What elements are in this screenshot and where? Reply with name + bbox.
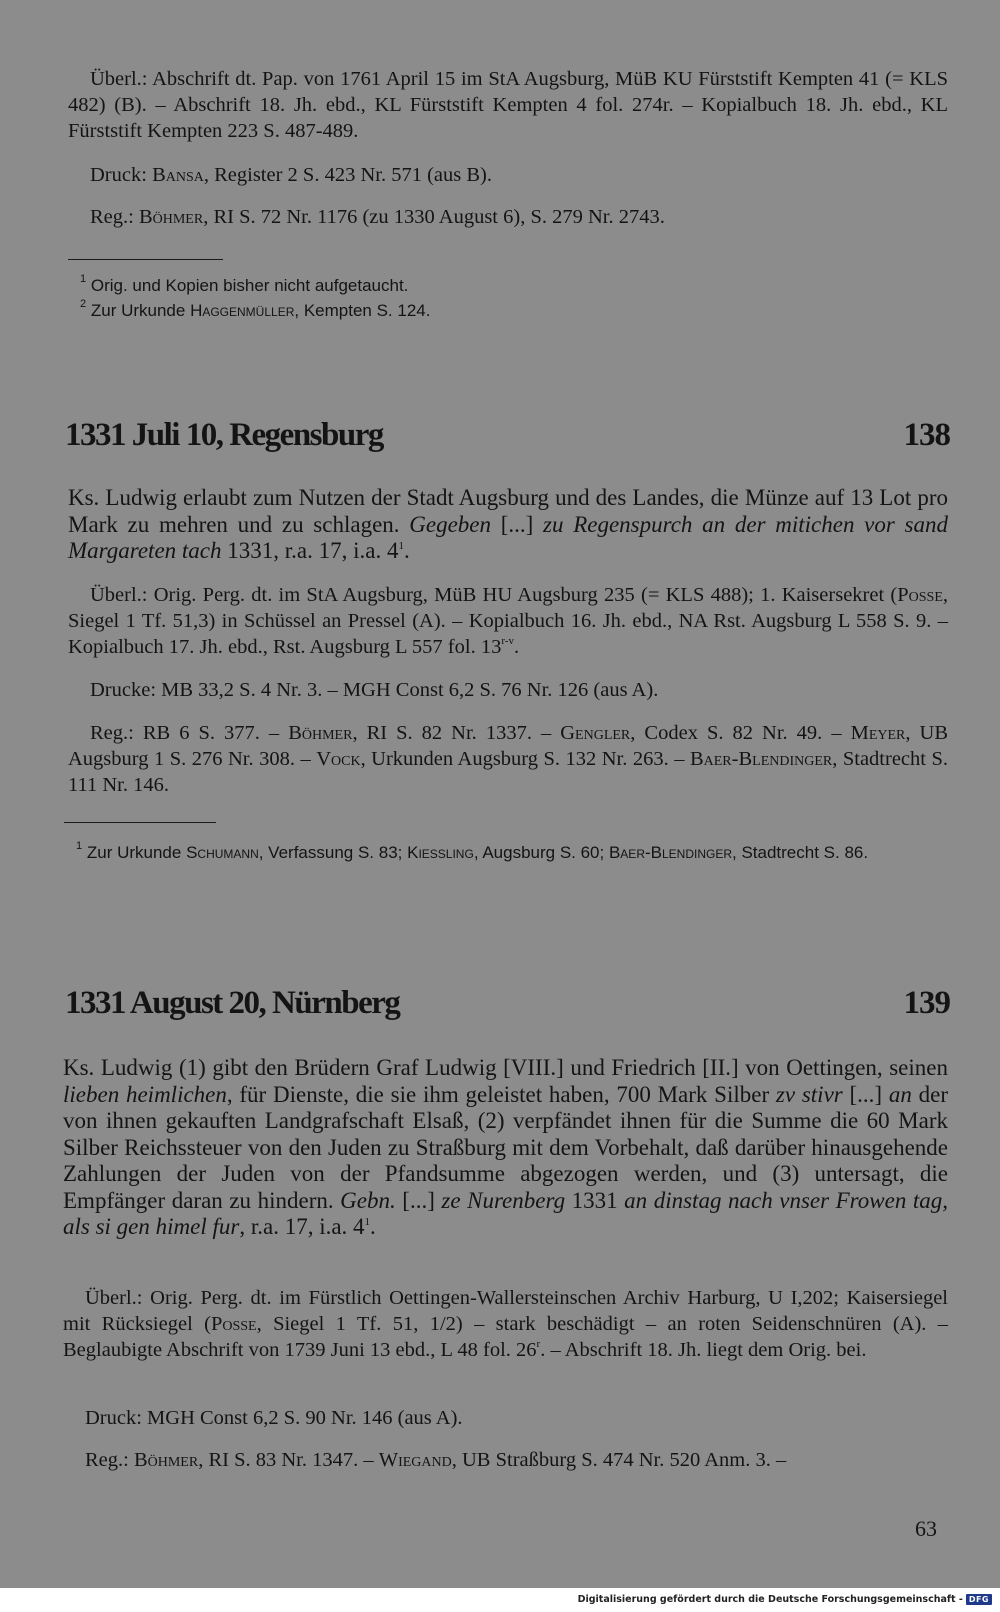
entry-138-heading [65, 417, 950, 461]
credit-text: Digitalisierung gefördert durch die Deutsche Forschungsgemeinschaft - [577, 1594, 963, 1605]
footnote-1: $^1$ Orig. und Kopien bisher nicht aufgetaucht. [80, 273, 409, 295]
entry-date-place: 1331 Juli 10, Regensburg [65, 417, 383, 453]
entry-139-heading [65, 985, 950, 1029]
digitization-credit [578, 1594, 992, 1605]
dfg-logo-icon: DFG [966, 1594, 992, 1605]
entry-number: 138 [903, 417, 950, 453]
entry-139-regest: Ks. Ludwig (1) gibt den Brüdern Graf Ludwig [VIII.] und Friedrich [II.] von Oettingen, seinen lieben heimlichen, für Dienste, die sie ihm geleistet haben, 700 Mark Silber zv stivr [...] an der von ihnen gekauften Landgrafschaft Elsaß, (2) verpfändet ihnen für die Summe die 60 Mark Silber Reichssteuer von den Juden zu Straßburg mit dem Vorbehalt, daß darüber hinausgehende Zahlungen der Juden von der Pfandsumme abgezogen werden, und (3) untersagt, die Empfänger daran zu hindern. Gebn. [...] ze Nurenberg 1331 an dinstag nach vnser Frowen tag, als si gen himel fur, r.a. 17, i.a. $4^1$. [63, 1055, 948, 1239]
prev-entry-print [68, 162, 948, 188]
entry-138-prints: Drucke: MB 33,2 S. 4 Nr. 3. – MGH Const 6,2 S. 76 Nr. 126 (aus A). [90, 679, 659, 701]
footnote-2: $^2$ Zur Urkunde Haggenmüller, Kempten S. 124. [80, 298, 431, 320]
page-number: 63 [915, 1516, 937, 1541]
author-name: Böhmer [138, 206, 204, 228]
entry-138-tradition: Überl.: Orig. Perg. dt. im StA Augsburg, MüB HU Augsburg 235 (= KLS 488); 1. Kaisersekret (Posse, Siegel 1 Tf. 51,3) in Schüssel an Pressel (A). – Kopialbuch 16. Jh. ebd., NA Rst. Augsburg L 558 S. 9. – Kopialbuch 17. Jh. ebd., Rst. Augsburg L 557 fol. 13$^{r-v}$. [68, 584, 948, 658]
prev-entry-tradition [68, 66, 948, 144]
entry-138-regest: Ks. Ludwig erlaubt zum Nutzen der Stadt Augsburg und des Landes, die Münze auf 13 Lot pro Mark zu mehren und zu schlagen. Gegeben [...] zu Regenspurch an der mitichen vor sand Margareten tach 1331, r.a. 17, i.a. $4^1$. [68, 485, 949, 563]
author-name: Bansa [152, 164, 204, 186]
reg-ref: , RI S. 72 Nr. 1176 (zu 1330 August 6), S. 279 Nr. 2743. [203, 206, 665, 228]
druck-ref: , Register 2 S. 423 Nr. 571 (aus B). [203, 164, 492, 186]
entry-138-regests: Reg.: RB 6 S. 377. – Böhmer, RI S. 82 Nr. 1337. – Gengler, Codex S. 82 Nr. 49. – Meyer, UB Augsburg 1 S. 276 Nr. 308. – Vock, Urkunden Augsburg S. 132 Nr. 263. – Baer-Blendinger, Stadtrecht S. 111 Nr. 146. [68, 722, 948, 796]
footnote-ref: 1 [398, 540, 404, 552]
entry-139-print: Druck: MGH Const 6,2 S. 90 Nr. 146 (aus A). [85, 1407, 463, 1429]
footnote-divider [64, 822, 216, 823]
entry-number: 139 [903, 985, 950, 1021]
prev-footnotes [68, 273, 948, 323]
footnote-divider [68, 259, 223, 260]
footnote-ref: 1 [364, 1216, 371, 1228]
entry-138-footnote: $^1$ Zur Urkunde Schumann, Verfassung S. 83; Kiessling, Augsburg S. 60; Baer-Blendinger, Stadtrecht S. 86. [76, 840, 869, 862]
entry-139-regests: Reg.: Böhmer, RI S. 83 Nr. 1347. – Wiegand, UB Straßburg S. 474 Nr. 520 Anm. 3. – [85, 1449, 787, 1471]
prev-ueberl-text: Überl.: Abschrift dt. Pap. von 1761 April 15 im StA Augsburg, MüB KU Fürststift Kempten 41 (= KLS 482) (B). – Abschrift 18. Jh. ebd., KL Fürststift Kempten 4 fol. 274r. – Kopialbuch 18. Jh. ebd., KL Fürststift Kempten 223 S. 487-489. [68, 68, 948, 142]
entry-date-place: 1331 August 20, Nürnberg [65, 985, 400, 1021]
druck-label: Druck: [90, 164, 153, 186]
entry-139-tradition: Überl.: Orig. Perg. dt. im Fürstlich Oettingen-Wallersteinschen Archiv Harburg, U I,202; Kaisersiegel mit Rücksiegel (Posse, Siegel 1 Tf. 51, 1/2) – stark beschädigt – an roten Seidenschnüren (A). – Beglaubigte Abschrift von 1739 Juni 13 ebd., L 48 fol. 26$^r$. – Abschrift 18. Jh. liegt dem Orig. bei. [63, 1287, 948, 1361]
reg-label: Reg.: [90, 206, 139, 228]
prev-entry-regest [68, 204, 948, 230]
